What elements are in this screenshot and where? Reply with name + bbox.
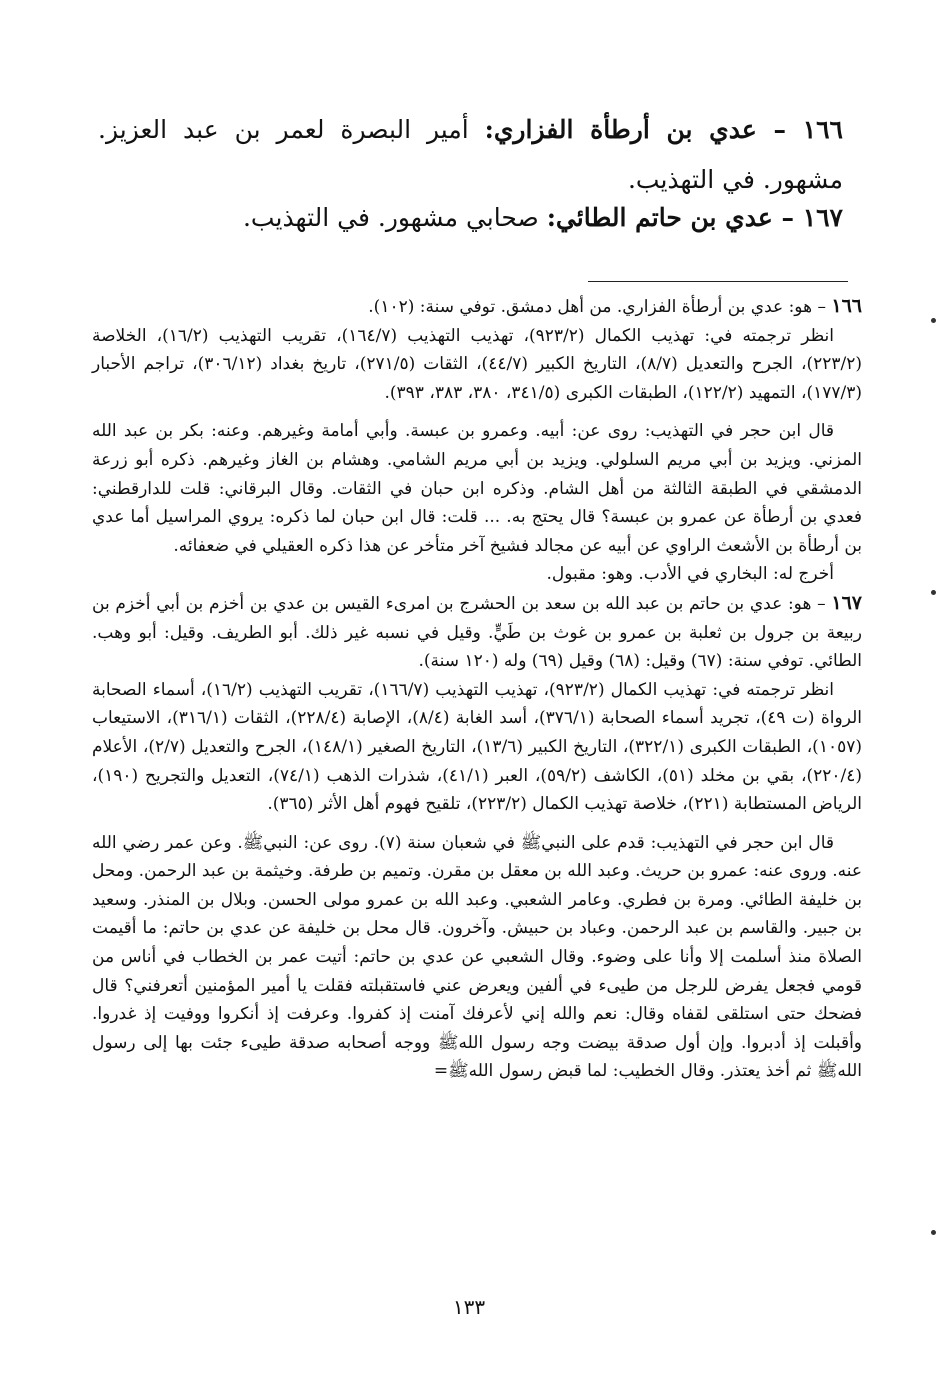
entry-167 — [98, 193, 843, 243]
page-number: ١٣٣ — [452, 1295, 486, 1319]
footnote-separator — [588, 281, 848, 282]
entry-167-heading: ١٦٧ – عدي بن حاتم الطائي: — [546, 203, 843, 232]
entry-167-text: صحابي مشهور. في التهذيب. — [242, 203, 547, 232]
margin-dot — [931, 590, 936, 595]
footnotes — [92, 292, 862, 1086]
note-167-number: ١٦٧ — [831, 591, 862, 614]
note-167-refs: انظر ترجمته في: تهذيب الكمال (٩٢٣/٢)، تهذيب التهذيب (١٦٦/٧)، تقريب التهذيب (١٦/٢)، أسماء الصحابة الرواة (ت ٤٩)، تجريد أسماء الصحابة (٣٧٦/١)، أسد الغابة (٨/٤)، الإصابة (٢٢٨/٤)، الثقات (٣١٦/١)، الاستيعاب (١٠٥٧)، الطبقات الكبرى (٣٢٢/١)، التاريخ الكبير (١٣/٦)، التاريخ الصغير (١٤٨/١)، الجرح والتعديل (٢/٧)، الأعلام (٢٢٠/٤)، بقي بن مخلد (٥١)، الكاشف (٥٩/٢)، العبر (٤١/١)، شذرات الذهب (٧٤/١)، التعديل والتجريح (١٩٠)، الرياض المستطابة (٢٢١)، خلاصة تهذيب الكمال (٢٢٣/٢)، تلقيح فهوم أهل الأثر (٣٦٥). — [92, 679, 862, 815]
margin-dot — [931, 1230, 936, 1235]
note-166-number: ١٦٦ — [831, 295, 862, 317]
note-167-ibn-hajar: قال ابن حجر في التهذيب: قدم على النبيﷺ في شعبان سنة (٧). روى عن: النبيﷺ. وعن عمر رضي الله عنه. وروى عنه: عمرو بن حريث. وعبد الله بن معقل بن مقرن. وتميم بن طرفة. وخيثمة بن عبد الرحمن. ومحل بن خليفة الطائي. ومرة بن فطري. وعامر الشعبي. وعبد الله بن عمرو مولى الحسن. وبلال بن المنذر. وسعيد بن جبير. والقاسم بن عبد الرحمن. وعباد بن حبيش. وآخرون. قال محل بن خليفة عن عدي بن حاتم: ما أقيمت الصلاة منذ أسلمت إلا وأنا على وضوء. وقال الشعبي عن عدي بن حاتم: أتيت عمر بن الخطاب في أناس من قومي فجعل يفرض للرجل من طيىء في ألفين ويعرض عني فاستقبلته فقلت يا أمير المؤمنين أتعرفني؟ قال فضحك حتى استلقى لقفاه وقال: نعم والله إني لأعرفك آمنت إذ كفروا. وعرفت إذ أنكروا ووفيت إذ غدروا. وأقبلت إذ أدبروا. وإن أول صدقة بيضت وجه رسول اللهﷺ ووجه أصحابه صدقة طيىء جئت بها إلى رسول اللهﷺ ثم أخذ يعتذر. وقال الخطيب: لما قبض رسول اللهﷺ= — [92, 832, 862, 1082]
note-166-intro — [92, 292, 862, 322]
entry-166-heading: ١٦٦ – عدي بن أرطأة الفزاري: — [484, 115, 843, 144]
entry-166-text: أمير البصرة لعمر بن عبد العزيز. مشهور. في التهذيب. — [98, 115, 843, 194]
note-166-ibn-hajar: قال ابن حجر في التهذيب: روى عن: أبيه. وعمرو بن عبسة. وأبي أمامة وغيرهم. وعنه: بكر بن عبد الله المزني. ويزيد بن أبي مريم السلولي. ويزيد بن أبي مريم الشامي. وهشام بن الغاز وغيرهم. ذكره أبو زرعة الدمشقي في الطبقة الثالثة من أهل الشام. وذكره ابن حبان في الثقات. وقال البرقاني: قلت للدارقطني: فعدي بن أرطأة عن عمرو بن عبسة؟ قال يحتج به. ... قلت: قال ابن حبان لما ذكره: يروي المراسيل أما عدي بن أرطأة بن الأشعث الراوي عن أبيه عن مجالد فشيخ آخر متأخر عن هذا ذكره العقيلي في ضعفائه. — [92, 421, 862, 556]
note-167-intro-text: – هو: عدي بن حاتم بن عبد الله بن سعد بن الحشرج بن امرىء القيس بن عدي بن أخزم بن أبي أخزم بن ربيعة بن جرول بن ثعلبة بن عمرو بن غوث بن طَيٍّ. وقيل في نسبه غير ذلك. أبو الطريف. وقيل: أبو وهب. الطائي. توفي سنة: (٦٧) وقيل: (٦٨) وقيل (٦٩) وله (١٢٠ سنة). — [92, 593, 862, 672]
note-166-intro-text: – هو: عدي بن أرطأة الفزاري. من أهل دمشق. توفي سنة: (١٠٢). — [368, 297, 832, 317]
margin-dot — [931, 318, 936, 323]
note-167-intro — [92, 589, 862, 676]
note-166-bukhari: أخرج له: البخاري في الأدب. وهو: مقبول. — [546, 564, 834, 585]
entry-166 — [98, 105, 843, 205]
note-166-refs: انظر ترجمته في: تهذيب الكمال (٩٢٣/٢)، تهذيب التهذيب (١٦٤/٧)، تقريب التهذيب (١٦/٢)، الخلاصة (٢٢٣/٢)، الجرح والتعديل (٨/٧)، التاريخ الكبير (٤٤/٧)، الثقات (٢٧١/٥)، تاريخ بغداد (٣٠٦/١٢)، تراجم الأحبار (١٧٧/٣)، التمهيد (١٢٢/٢)، الطبقات الكبرى (٣٤١/٥، ٣٨٠، ٣٨٣، ٣٩٣). — [92, 325, 863, 403]
